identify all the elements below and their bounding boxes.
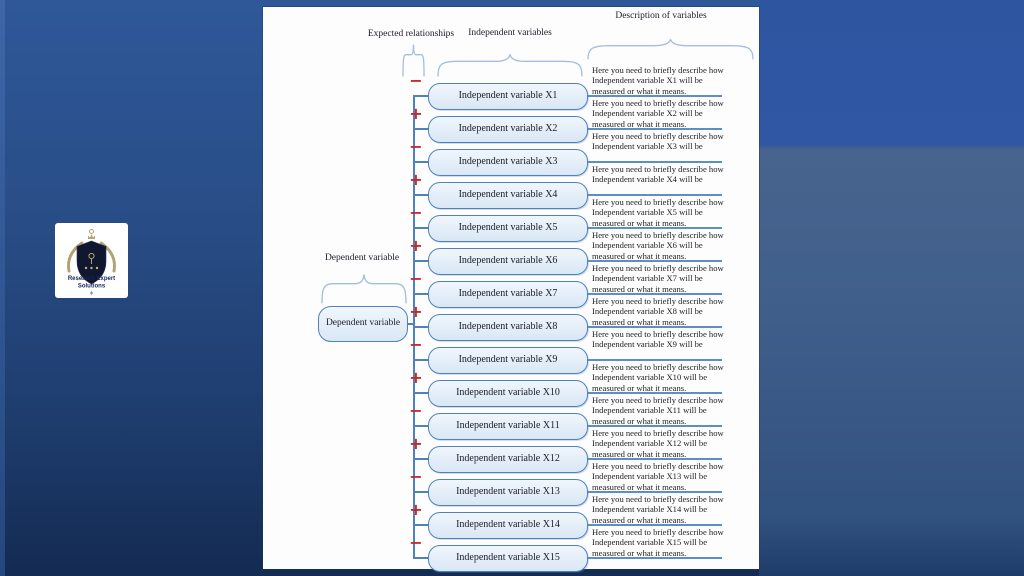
independent-variable-box: Independent variable X6: [428, 248, 588, 275]
relationship-sign: −: [409, 269, 423, 288]
description-line: Independent variable X11 will be: [592, 405, 707, 416]
description-separator-line: [588, 194, 722, 195]
description-line: Independent variable X4 will be: [592, 174, 703, 185]
independent-variable-box: Independent variable X8: [428, 314, 588, 341]
description-line: Independent variable X14 will be: [592, 504, 708, 515]
variable-description: [592, 362, 740, 393]
description-line: measured or what it means.: [592, 547, 687, 558]
description-of-variables-brace: [588, 39, 753, 59]
variable-description: [592, 164, 740, 185]
description-line: Here you need to briefly describe how: [592, 263, 724, 273]
logo-text-line2: Solutions: [77, 283, 106, 290]
description-separator-line: [588, 359, 722, 360]
description-line: Independent variable X12 will be: [592, 438, 708, 449]
description-line: Independent variable X10 will be: [592, 372, 708, 383]
description-line: measured or what it means.: [592, 415, 687, 426]
independent-variable-box: Independent variable X3: [428, 149, 588, 176]
relationship-sign: +: [409, 302, 423, 321]
description-line: Here you need to briefly describe how: [592, 164, 724, 174]
research-expert-solutions-logo: [55, 223, 128, 298]
shield-dot: [85, 267, 87, 269]
description-line: Independent variable X9 will be: [592, 339, 703, 350]
shield-dot: [90, 267, 92, 269]
relationship-sign: +: [409, 104, 423, 123]
connector-stub: [413, 557, 428, 559]
connector-stub: [413, 95, 428, 97]
relationship-sign: −: [409, 467, 423, 486]
connector-stub: [413, 392, 428, 394]
connector-stub: [413, 293, 428, 295]
description-line: Here you need to briefly describe how: [592, 329, 724, 339]
description-line: Here you need to briefly describe how: [592, 65, 724, 75]
relationship-sign: −: [409, 401, 423, 420]
description-of-variables-header: Description of variables: [615, 11, 707, 21]
independent-variable-box: Independent variable X11: [428, 413, 588, 440]
relationship-sign: +: [409, 500, 423, 519]
connector-stub: [413, 425, 428, 427]
variable-description: [592, 494, 740, 525]
relationship-sign: −: [409, 533, 423, 552]
independent-variables-header: Independent variables: [468, 28, 552, 38]
variable-description: [592, 65, 740, 96]
independent-variable-box: Independent variable X4: [428, 182, 588, 209]
description-line: Here you need to briefly describe how: [592, 494, 724, 504]
description-line: measured or what it means.: [592, 316, 687, 327]
variable-description: [592, 296, 740, 327]
description-line: Here you need to briefly describe how: [592, 98, 724, 108]
description-line: Here you need to briefly describe how: [592, 362, 724, 372]
description-line: measured or what it means.: [592, 85, 687, 96]
crown-ring-icon: [90, 230, 94, 234]
logo-mark: [90, 291, 93, 295]
description-line: measured or what it means.: [592, 250, 687, 261]
relationship-sign: −: [409, 71, 423, 90]
independent-variable-box: Independent variable X12: [428, 446, 588, 473]
variable-description: [592, 98, 740, 129]
description-line: Independent variable X2 will be: [592, 108, 703, 119]
variable-description: [592, 131, 740, 152]
description-line: Here you need to briefly describe how: [592, 131, 724, 141]
connector-stub: [413, 227, 428, 229]
connector-stub: [413, 326, 428, 328]
description-line: Here you need to briefly describe how: [592, 395, 724, 405]
description-line: Here you need to briefly describe how: [592, 527, 724, 537]
description-line: Independent variable X13 will be: [592, 471, 708, 482]
description-line: measured or what it means.: [592, 118, 687, 129]
relationship-sign: +: [409, 236, 423, 255]
description-line: Independent variable X15 will be: [592, 537, 708, 548]
logo-crest-icon: [55, 223, 128, 298]
expected-relationships-header: Expected relationships: [367, 29, 455, 39]
shield-dot: [96, 267, 98, 269]
dependent-variable-label: Dependent variable: [324, 253, 400, 263]
description-line: measured or what it means.: [592, 382, 687, 393]
relationship-sign: +: [409, 434, 423, 453]
variable-description: [592, 527, 740, 558]
independent-variable-box: Independent variable X7: [428, 281, 588, 308]
description-line: measured or what it means.: [592, 448, 687, 459]
description-line: Here you need to briefly describe how: [592, 296, 724, 306]
independent-variable-box: Independent variable X9: [428, 347, 588, 374]
relationship-sign: −: [409, 203, 423, 222]
slide-content-panel: [263, 7, 759, 569]
variable-description: [592, 263, 740, 294]
relationship-sign: −: [409, 137, 423, 156]
description-line: Independent variable X5 will be: [592, 207, 703, 218]
description-line: Independent variable X6 will be: [592, 240, 703, 251]
independent-variable-box: Independent variable X14: [428, 512, 588, 539]
connector-stub: [413, 128, 428, 130]
connector-stub: [413, 194, 428, 196]
connector-stub: [413, 491, 428, 493]
connector-stub: [413, 161, 428, 163]
description-line: Independent variable X7 will be: [592, 273, 703, 284]
relationship-sign: −: [409, 335, 423, 354]
background-right-band: [759, 0, 1024, 576]
dependent-variable-box: Dependent variable: [318, 306, 408, 342]
description-line: measured or what it means.: [592, 481, 687, 492]
independent-variable-box: Independent variable X1: [428, 83, 588, 110]
independent-variables-brace: [438, 54, 582, 76]
independent-variable-box: Independent variable X10: [428, 380, 588, 407]
independent-variable-box: Independent variable X13: [428, 479, 588, 506]
description-line: Here you need to briefly describe how: [592, 428, 724, 438]
dependent-variable-brace: [322, 274, 406, 303]
variable-description: [592, 230, 740, 261]
description-line: measured or what it means.: [592, 217, 687, 228]
logo-text-line1: Research Expert: [67, 276, 116, 282]
variable-description: [592, 428, 740, 459]
description-separator-line: [588, 161, 722, 162]
relationship-sign: +: [409, 170, 423, 189]
relationship-sign: +: [409, 368, 423, 387]
description-line: Independent variable X3 will be: [592, 141, 703, 152]
connector-stub: [413, 359, 428, 361]
variable-description: [592, 329, 740, 350]
description-line: Here you need to briefly describe how: [592, 461, 724, 471]
description-line: Here you need to briefly describe how: [592, 230, 724, 240]
variable-description: [592, 197, 740, 228]
independent-variable-box: Independent variable X2: [428, 116, 588, 143]
crown-icon: [88, 234, 95, 239]
variable-description: [592, 395, 740, 426]
description-line: Independent variable X1 will be: [592, 75, 703, 86]
description-line: measured or what it means.: [592, 283, 687, 294]
description-line: Here you need to briefly describe how: [592, 197, 724, 207]
background-left-stripe: [0, 0, 5, 576]
description-line: measured or what it means.: [592, 514, 687, 525]
connector-stub: [413, 260, 428, 262]
independent-variable-box: Independent variable X15: [428, 545, 588, 572]
description-line: Independent variable X8 will be: [592, 306, 703, 317]
independent-variable-box: Independent variable X5: [428, 215, 588, 242]
connector-stub: [413, 524, 428, 526]
variable-description: [592, 461, 740, 492]
connector-stub: [413, 458, 428, 460]
